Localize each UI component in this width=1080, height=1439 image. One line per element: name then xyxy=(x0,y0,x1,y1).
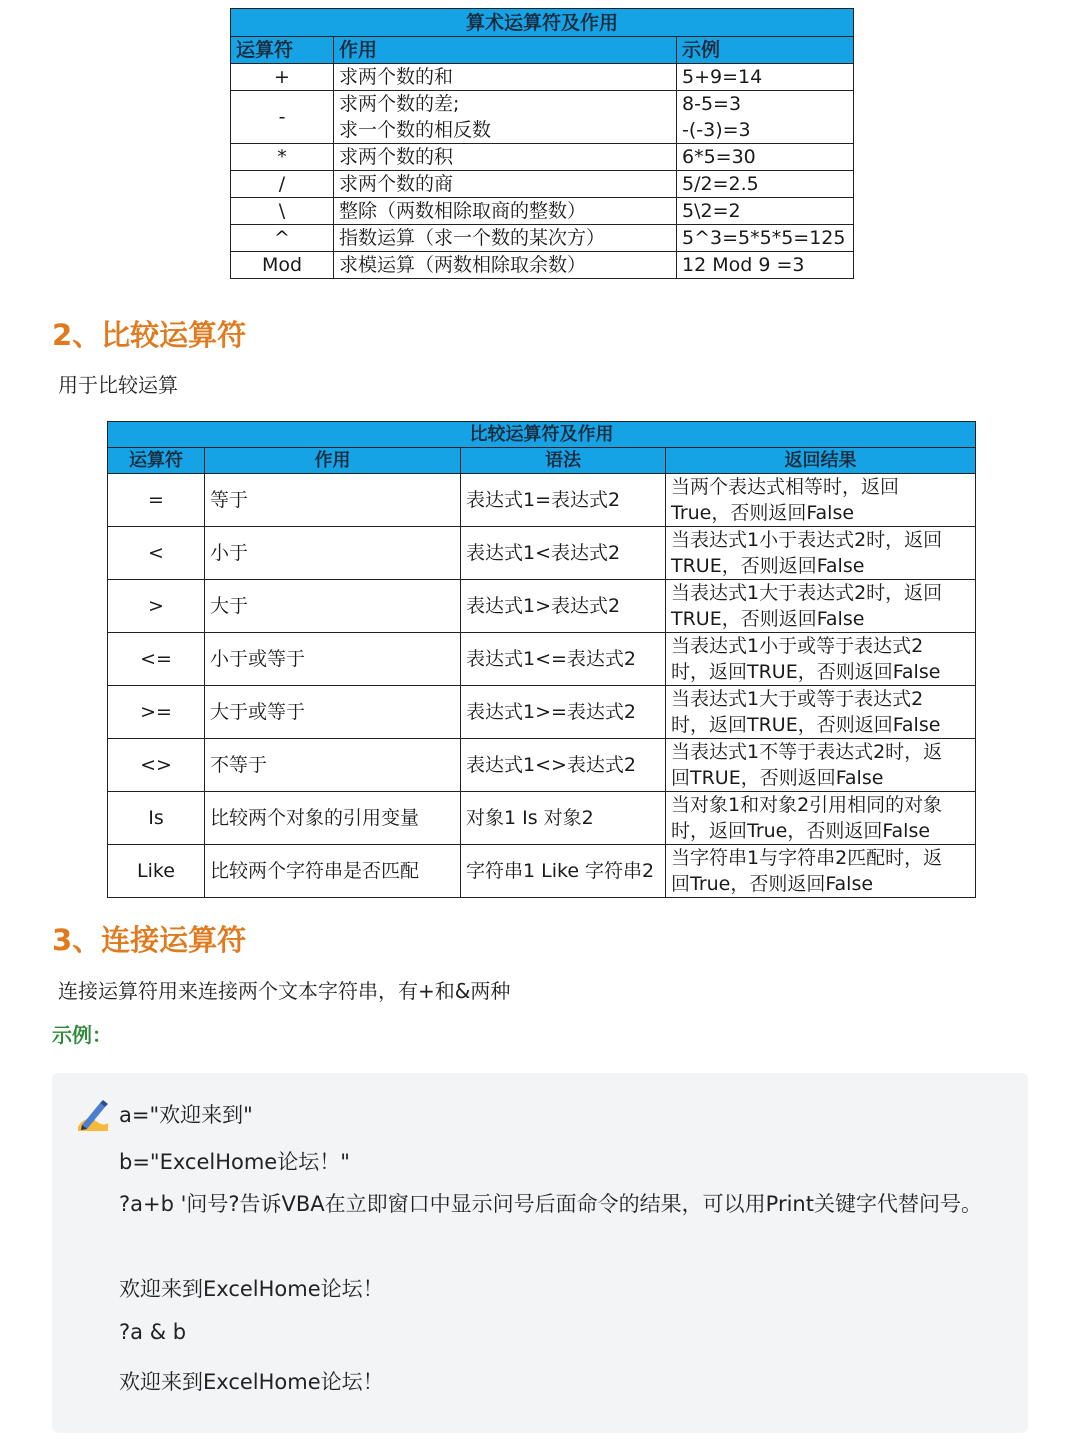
syntax-cell: 表达式1<=表达式2 xyxy=(461,633,666,686)
example-cell: 6*5=30 xyxy=(677,144,854,171)
description-cell: 求两个数的积 xyxy=(334,144,677,171)
description-cell: 大于或等于 xyxy=(205,686,461,739)
operator-cell: Mod xyxy=(231,252,334,279)
comparison-operators-table xyxy=(107,421,976,898)
table-row xyxy=(108,633,976,686)
result-line: 时，返回True，否则返回False xyxy=(671,820,931,842)
section-intro: 用于比较运算 xyxy=(58,373,178,397)
description-cell: 比较两个字符串是否匹配 xyxy=(205,845,461,898)
column-header: 示例 xyxy=(677,37,854,64)
operator-cell: / xyxy=(231,171,334,198)
operator-cell: > xyxy=(108,580,205,633)
result-cell xyxy=(666,474,976,527)
description-cell: 小于或等于 xyxy=(205,633,461,686)
syntax-cell: 表达式1=表达式2 xyxy=(461,474,666,527)
result-cell xyxy=(666,633,976,686)
operator-cell: * xyxy=(231,144,334,171)
column-header: 作用 xyxy=(334,37,677,64)
operator-cell: \ xyxy=(231,198,334,225)
table-row xyxy=(108,580,976,633)
description-cell: 求两个数的商 xyxy=(334,171,677,198)
section-heading: 2、比较运算符 xyxy=(52,318,247,352)
table-row xyxy=(231,198,854,225)
result-cell xyxy=(666,527,976,580)
operator-cell: <> xyxy=(108,739,205,792)
table-row xyxy=(108,686,976,739)
column-header: 语法 xyxy=(461,448,666,474)
table-row xyxy=(108,527,976,580)
column-header: 运算符 xyxy=(108,448,205,474)
example-cell: 5\2=2 xyxy=(677,198,854,225)
table-row xyxy=(108,792,976,845)
table-row xyxy=(108,739,976,792)
example-cell xyxy=(677,91,854,144)
result-cell xyxy=(666,792,976,845)
column-header: 运算符 xyxy=(231,37,334,64)
result-cell xyxy=(666,686,976,739)
column-header: 返回结果 xyxy=(666,448,976,474)
operator-cell: < xyxy=(108,527,205,580)
result-line: 当对象1和对象2引用相同的对象 xyxy=(671,794,943,816)
table-caption: 比较运算符及作用 xyxy=(108,422,976,448)
table-row xyxy=(231,91,854,144)
code-line: ?a+b '问号?告诉VBA在立即窗口中显示问号后面命令的结果，可以用Print关键字代替问号。 xyxy=(119,1192,982,1216)
result-line: 当字符串1与字符串2匹配时，返 xyxy=(671,847,943,869)
result-line: 时，返回TRUE，否则返回False xyxy=(671,661,941,683)
table-row xyxy=(231,64,854,91)
operator-cell: - xyxy=(231,91,334,144)
operator-cell: ^ xyxy=(231,225,334,252)
code-line: 欢迎来到ExcelHome论坛！ xyxy=(119,1277,384,1301)
result-line: 回True，否则返回False xyxy=(671,873,874,895)
example-label: 示例： xyxy=(52,1023,112,1047)
description-cell: 大于 xyxy=(205,580,461,633)
column-header: 作用 xyxy=(205,448,461,474)
code-line: b="ExcelHome论坛！" xyxy=(119,1150,350,1174)
operator-cell: Is xyxy=(108,792,205,845)
description-cell: 小于 xyxy=(205,527,461,580)
table-row xyxy=(231,144,854,171)
result-cell xyxy=(666,580,976,633)
result-line: True，否则返回False xyxy=(671,502,855,524)
description-cell: 求模运算（两数相除取余数） xyxy=(334,252,677,279)
operator-cell: >= xyxy=(108,686,205,739)
code-line: ?a & b xyxy=(119,1320,187,1344)
arithmetic-operators-table xyxy=(230,8,854,279)
result-line: 当表达式1大于表达式2时，返回 xyxy=(671,582,943,604)
result-line: 当表达式1小于表达式2时，返回 xyxy=(671,529,943,551)
syntax-cell: 表达式1<>表达式2 xyxy=(461,739,666,792)
example-cell: 5/2=2.5 xyxy=(677,171,854,198)
result-cell xyxy=(666,845,976,898)
operator-cell: = xyxy=(108,474,205,527)
operator-cell: Like xyxy=(108,845,205,898)
description-line: 求两个数的差; xyxy=(339,93,460,115)
description-cell: 比较两个对象的引用变量 xyxy=(205,792,461,845)
syntax-cell: 表达式1<表达式2 xyxy=(461,527,666,580)
table-row xyxy=(108,845,976,898)
example-cell: 12 Mod 9 =3 xyxy=(677,252,854,279)
table-row xyxy=(231,252,854,279)
example-line: -(-3)=3 xyxy=(682,119,751,141)
syntax-cell: 表达式1>=表达式2 xyxy=(461,686,666,739)
description-cell: 等于 xyxy=(205,474,461,527)
syntax-cell: 字符串1 Like 字符串2 xyxy=(461,845,666,898)
example-cell: 5^3=5*5*5=125 xyxy=(677,225,854,252)
syntax-cell: 表达式1>表达式2 xyxy=(461,580,666,633)
result-line: 当表达式1大于或等于表达式2 xyxy=(671,688,924,710)
description-cell xyxy=(334,91,677,144)
pen-icon xyxy=(72,1095,112,1135)
syntax-cell: 对象1 Is 对象2 xyxy=(461,792,666,845)
table-row xyxy=(231,171,854,198)
result-line: 当表达式1小于或等于表达式2 xyxy=(671,635,924,657)
description-cell: 指数运算（求一个数的某次方） xyxy=(334,225,677,252)
result-line: 当两个表达式相等时，返回 xyxy=(671,476,900,498)
table-row xyxy=(231,225,854,252)
result-line: TRUE，否则返回False xyxy=(671,608,865,630)
section-intro: 连接运算符用来连接两个文本字符串，有+和&两种 xyxy=(58,979,511,1003)
example-cell: 5+9=14 xyxy=(677,64,854,91)
result-line: 时，返回TRUE，否则返回False xyxy=(671,714,941,736)
code-example-box xyxy=(52,1073,1028,1433)
result-line: 当表达式1不等于表达式2时，返 xyxy=(671,741,943,763)
example-line: 8-5=3 xyxy=(682,93,742,115)
operator-cell: <= xyxy=(108,633,205,686)
table-caption: 算术运算符及作用 xyxy=(231,9,854,37)
operator-cell: + xyxy=(231,64,334,91)
description-cell: 求两个数的和 xyxy=(334,64,677,91)
result-line: 回TRUE，否则返回False xyxy=(671,767,884,789)
result-line: TRUE，否则返回False xyxy=(671,555,865,577)
table-row xyxy=(108,474,976,527)
description-line: 求一个数的相反数 xyxy=(339,119,492,141)
result-cell xyxy=(666,739,976,792)
description-cell: 不等于 xyxy=(205,739,461,792)
code-line: 欢迎来到ExcelHome论坛！ xyxy=(119,1370,384,1394)
code-line: a="欢迎来到" xyxy=(119,1103,253,1127)
section-heading: 3、连接运算符 xyxy=(52,923,247,957)
description-cell: 整除（两数相除取商的整数） xyxy=(334,198,677,225)
